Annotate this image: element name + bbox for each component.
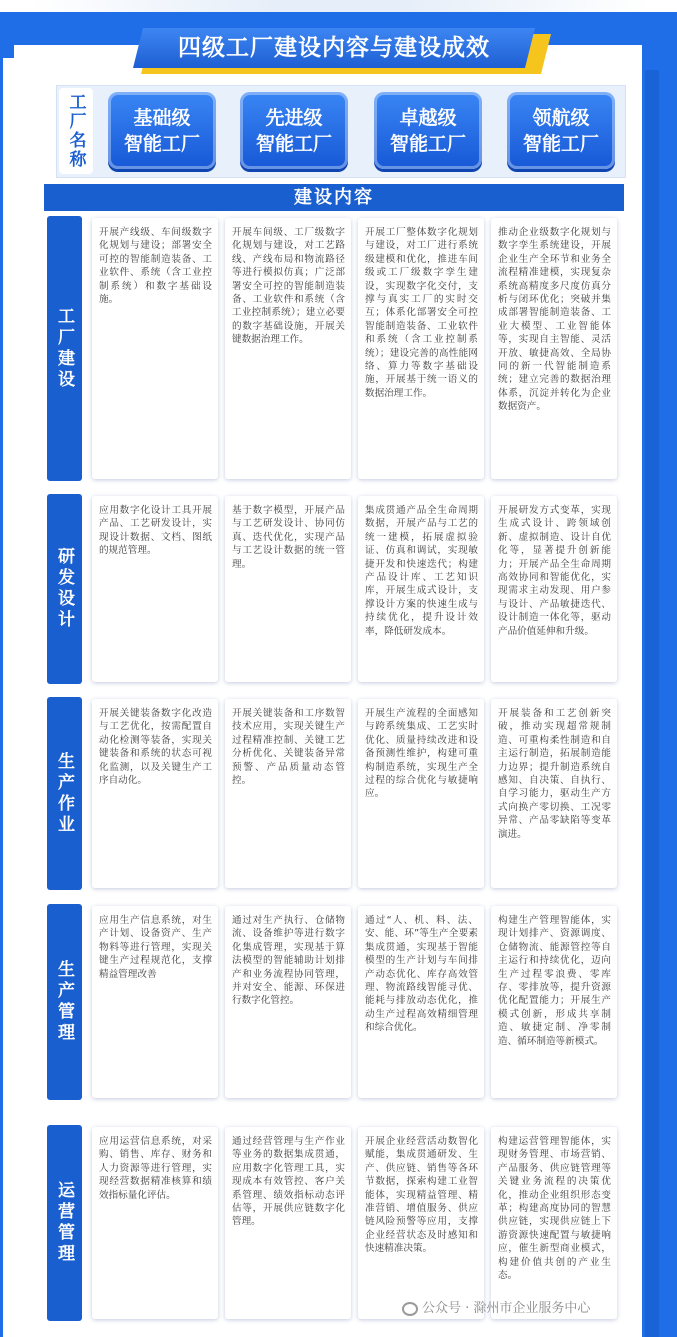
cell-production-advanced: 开展关键装备和工序数智技术应用，实现关键生产过程精准控制、关键工艺分析优化、关键装备异常预警、产品质量动态管控。: [225, 699, 351, 888]
row-label-factory-text: 工厂建设: [54, 306, 74, 391]
level-leading: [507, 92, 615, 169]
wechat-icon: [402, 1302, 418, 1316]
cell-factory-advanced: 开展车间级、工厂级数字化规划与建设，对工艺路线、产线布局和物流路径等进行模拟仿真；广泛部署安全可控的智能制造装备、工业软件和系统（含工业控制系统）；建立必要的数字基础设施，开展关键数据治理工作。: [225, 218, 351, 479]
cell-production-basic: 开展关键装备数字化改造与工艺优化，按需配置自动化检测等装备，实现关键装备和系统的状态可视化监测，以及关键生产工序自动化。: [92, 699, 218, 888]
row-label-production: [47, 697, 82, 890]
factory-name-label-text: 工厂名称: [65, 93, 86, 169]
cell-factory-excellent: 开展工厂整体数字化规划与建设，对工厂进行系统级建模和优化，推进车间级或工厂级数字孪生建设，实现数字化交付，支撑与真实工厂的实时交互；体系化部署安全可控智能制造装备、工业软件和系统（含工业控制系统）；建设完善的高性能网络、算力等数字基础设施，开展基于统一语义的数据治理工作。: [358, 218, 484, 479]
level-excellent: [374, 92, 482, 169]
cell-rd-advanced: 基于数字模型，开展产品与工艺研发设计、协同仿真、迭代优化，实现产品与工艺设计数据的统一管理。: [225, 496, 351, 682]
cell-production-leading: 开展装备和工艺创新突破，推动实现超常规制造、可重构柔性制造和自主运行制造，拓展制造能力边界；提升制造系统自感知、自决策、自执行、自学习能力，驱动生产方式向换产零切换、工况零异常、产品零缺陷等变革演进。: [491, 699, 617, 888]
cell-prodmgmt-excellent: 通过“人、机、料、法、安、能、环”等生产全要素集成贯通，实现基于智能模型的生产计划与车间排产动态优化、库存高效管理、物流路线智能寻优、能耗与排放动态优化，推动生产过程高效精细管理和综合优化。: [358, 906, 484, 1098]
row-label-prod-mgmt-text: 生产管理: [54, 960, 74, 1044]
section-header: 建设内容: [44, 184, 624, 211]
level-leading-label: 领航级 智能工厂: [522, 106, 599, 155]
watermark: [402, 1298, 662, 1320]
level-advanced-label: 先进级 智能工厂: [255, 106, 332, 155]
cell-factory-basic: 开展产线级、车间级数字化规划与建设；部署安全可控的智能制造装备、工业软件、系统（含工业控制系统）和数字基础设施。: [92, 218, 218, 479]
row-label-production-text: 生产作业: [54, 751, 74, 836]
level-basic-label: 基础级 智能工厂: [123, 106, 200, 155]
left-strip: [3, 58, 14, 1337]
row-label-rd-text: 研发设计: [54, 547, 74, 631]
level-basic: [108, 92, 216, 169]
cell-opsmgmt-leading: 构建运营管理智能体，实现财务管理、市场营销、产品服务、供应链管理等关键业务流程的决策优化，推动企业组织形态变革；构建高度协同的智慧供应链，实现供应链上下游资源快速配置与敏捷响应，催生新型商业模式，构建价值共创的产业生态。: [491, 1127, 617, 1319]
top-bar: [0, 0, 677, 12]
cell-factory-leading: 推动企业级数字化规划与数字孪生系统建设，开展企业生产全环节和业务全流程精准建模，实现复杂系统高精度多尺度仿真分析与闭环优化；突破并集成部署智能制造装备、工业大模型、工业智能体等，实现自主智能、灵活开放、敏捷高效、全局协同的新一代智能制造系统；建立完善的数据治理体系，沉淀并转化为企业数据资产。: [491, 218, 617, 479]
row-label-factory: [47, 216, 82, 481]
factory-name-label: [59, 88, 93, 174]
row-label-rd: [47, 494, 82, 684]
page-title: 四级工厂建设内容与建设成效: [178, 35, 490, 61]
cell-prodmgmt-basic: 应用生产信息系统，对生产计划、设备资产、生产物料等进行管理，实现关键生产过程规范化，支撑精益管理改善: [92, 906, 218, 1098]
watermark-text: 公众号 · 滁州市企业服务中心: [422, 1301, 591, 1316]
cell-opsmgmt-excellent: 开展企业经营活动数智化赋能，集成贯通研发、生产、供应链、销售等各环节数据，探索构建工业智能体，实现精益管理、精准营销、增值服务、供应链风险预警等应用，支撑企业经营状态及时感知和快速精准决策。: [358, 1127, 484, 1319]
cell-rd-basic: 应用数字化设计工具开展产品、工艺研发设计，实现设计数据、文档、图纸的规范管理。: [92, 496, 218, 682]
level-excellent-label: 卓越级 智能工厂: [389, 106, 466, 155]
cell-rd-leading: 开展研发方式变革，实现生成式设计、跨领域创新、虚拟制造、设计自优化等，显著提升创新能力；开展产品全生命周期高效协同和智能优化，实现需求主动发现、用户参与设计、产品敏捷迭代、设计制造一体化等，驱动产品价值延伸和升级。: [491, 496, 617, 682]
level-advanced: [240, 92, 348, 169]
cell-prodmgmt-advanced: 通过对生产执行、仓储物流、设备维护等进行数字化集成管理，实现基于算法模型的智能辅助计划排产和业务流程协同管理，并对安全、能源、环保进行数字化管控。: [225, 906, 351, 1098]
cell-opsmgmt-advanced: 通过经营管理与生产作业等业务的数据集成贯通，应用数字化管理工具，实现成本有效管控、客户关系管理、绩效指标动态评估等，开展供应链数字化管理。: [225, 1127, 351, 1319]
row-label-prod-mgmt: [47, 904, 82, 1100]
row-label-ops-mgmt-text: 运营管理: [54, 1181, 74, 1265]
right-strip: [645, 70, 659, 1337]
cell-opsmgmt-basic: 应用运营信息系统，对采购、销售、库存、财务和人力资源等进行管理，实现经营数据精准核算和绩效指标量化评估。: [92, 1127, 218, 1319]
title-banner: [138, 28, 538, 72]
cell-prodmgmt-leading: 构建生产管理智能体，实现计划排产、资源调度、仓储物流、能源管控等自主运行和持续优化，迈向生产过程零浪费、零库存、零排放等，提升资源优化配置能力；开展生产模式创新，形成共享制造、敏捷定制、净零制造、循环制造等新模式。: [491, 906, 617, 1098]
cell-rd-excellent: 集成贯通产品全生命周期数据，开展产品与工艺的统一建模，拓展虚拟验证、仿真和调试，实现敏捷开发和快速迭代；构建产品设计库、工艺知识库，开展生成式设计，支撑设计方案的快速生成与持续优化，提升设计效率，降低研发成本。: [358, 496, 484, 682]
row-label-ops-mgmt: [47, 1125, 82, 1321]
cell-production-excellent: 开展生产流程的全面感知与跨系统集成、工艺实时优化、质量持续改进和设备预测性维护，构建可重构制造系统，实现生产全过程的综合优化与敏捷响应。: [358, 699, 484, 888]
